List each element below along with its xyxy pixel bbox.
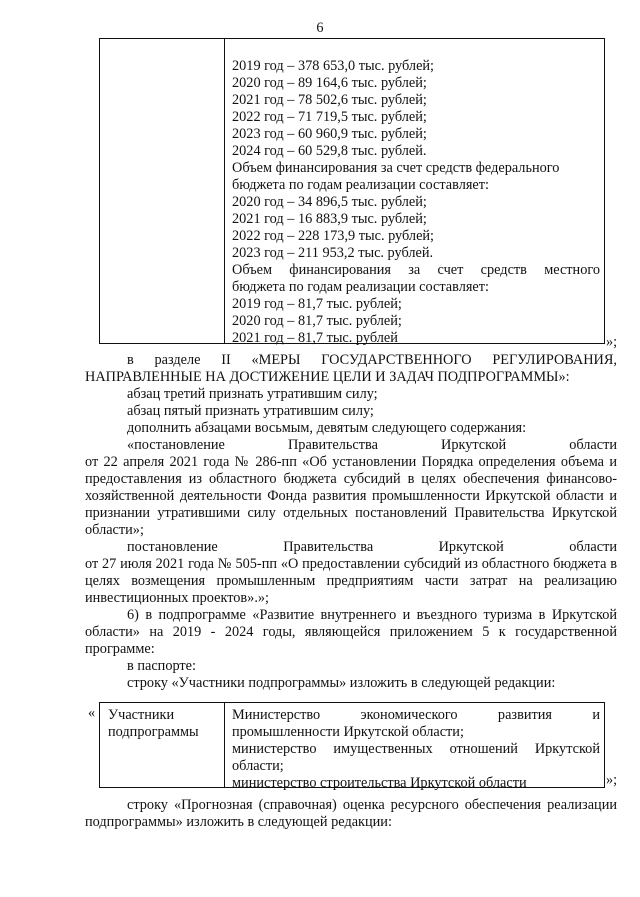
participants-label-cell: Участники подпрограммы	[108, 707, 199, 740]
funding-line: 2020 год – 89 164,6 тыс. рублей;	[232, 75, 427, 91]
amendment-text	[85, 352, 617, 692]
funding-line: 2020 год – 81,7 тыс. рублей;	[232, 313, 402, 329]
funding-line: 2021 год – 16 883,9 тыс. рублей;	[232, 211, 427, 227]
funding-line: 2023 год – 60 960,9 тыс. рублей;	[232, 126, 427, 142]
funding-table	[99, 38, 605, 344]
funding-line: 2021 год – 78 502,6 тыс. рублей;	[232, 92, 427, 108]
paragraph: от 27 июля 2021 года № 505-пп «О предоставлении субсидий из областного бюджета в целях возмещения промышленным предприятиям части затрат на реализацию инвестиционных проектов».»;	[85, 556, 617, 606]
paragraph: строку «Прогнозная (справочная) оценка ресурсного обеспечения реализации подпрограммы» изложить в следующей редакции:	[85, 797, 617, 830]
table-column-divider	[224, 39, 225, 343]
paragraph: НАПРАВЛЕННЫЕ НА ДОСТИЖЕНИЕ ЦЕЛИ И ЗАДАЧ ПОДПРОГРАММЫ»:	[85, 369, 570, 385]
participants-value-cell	[232, 707, 600, 792]
funding-line: бюджета по годам реализации составляет:	[232, 279, 489, 295]
funding-cell	[232, 58, 600, 347]
participants-table	[99, 702, 605, 791]
funding-line: 2020 год – 34 896,5 тыс. рублей;	[232, 194, 427, 210]
participant-line: области;	[232, 758, 284, 774]
participant-line: промышленности Иркутской области;	[232, 724, 464, 740]
participant-line: министерство строительства Иркутской области	[232, 775, 527, 791]
table-opening-quote: «	[88, 705, 96, 721]
table-closing-quote: »;	[606, 772, 618, 788]
paragraph: в паспорте:	[127, 658, 196, 674]
paragraph: от 22 апреля 2021 года № 286-пп «Об установлении Порядка определения объема и предоставления из областного бюджета субсидий в целях обеспечения финансово-хозяйственной деятельности Фонда развития промышленности Иркутской области и признании утратившими силу отдельных постановлений Правительства Иркутской области»;	[85, 454, 617, 538]
funding-line: 2019 год – 378 653,0 тыс. рублей;	[232, 58, 435, 74]
paragraph: абзац третий признать утратившим силу;	[127, 386, 378, 402]
funding-line: Объем финансирования за счет средств местного	[232, 262, 600, 278]
paragraph: 6) в подпрограмме «Развитие внутреннего и въездного туризма в Иркутской области» на 2019 - 2024 годы, являющейся приложением 5 к государственной программе:	[85, 607, 617, 657]
paragraph: абзац пятый признать утратившим силу;	[127, 403, 374, 419]
paragraph: постановление Правительства Иркутской области	[127, 539, 617, 555]
participant-line: Министерство экономического развития и	[232, 707, 600, 723]
funding-line: 2022 год – 228 173,9 тыс. рублей;	[232, 228, 435, 244]
participant-line: министерство имущественных отношений Иркутской	[232, 741, 600, 757]
paragraph: «постановление Правительства Иркутской области	[127, 437, 617, 453]
table-column-divider	[224, 703, 225, 787]
funding-line: бюджета по годам реализации составляет:	[232, 177, 489, 193]
final-text	[85, 797, 617, 831]
paragraph: в разделе II «МЕРЫ ГОСУДАРСТВЕННОГО РЕГУЛИРОВАНИЯ,	[127, 352, 617, 368]
funding-line: 2019 год – 81,7 тыс. рублей;	[232, 296, 402, 312]
funding-line: 2021 год – 81,7 тыс. рублей	[232, 330, 398, 346]
paragraph: строку «Участники подпрограммы» изложить в следующей редакции:	[127, 675, 556, 691]
table-closing-quote: »;	[606, 334, 618, 350]
page-number: 6	[316, 20, 324, 36]
funding-line: 2023 год – 211 953,2 тыс. рублей.	[232, 245, 434, 261]
paragraph: дополнить абзацами восьмым, девятым следующего содержания:	[127, 420, 527, 436]
funding-line: Объем финансирования за счет средств федерального	[232, 160, 560, 176]
funding-line: 2022 год – 71 719,5 тыс. рублей;	[232, 109, 427, 125]
funding-line: 2024 год – 60 529,8 тыс. рублей.	[232, 143, 427, 159]
